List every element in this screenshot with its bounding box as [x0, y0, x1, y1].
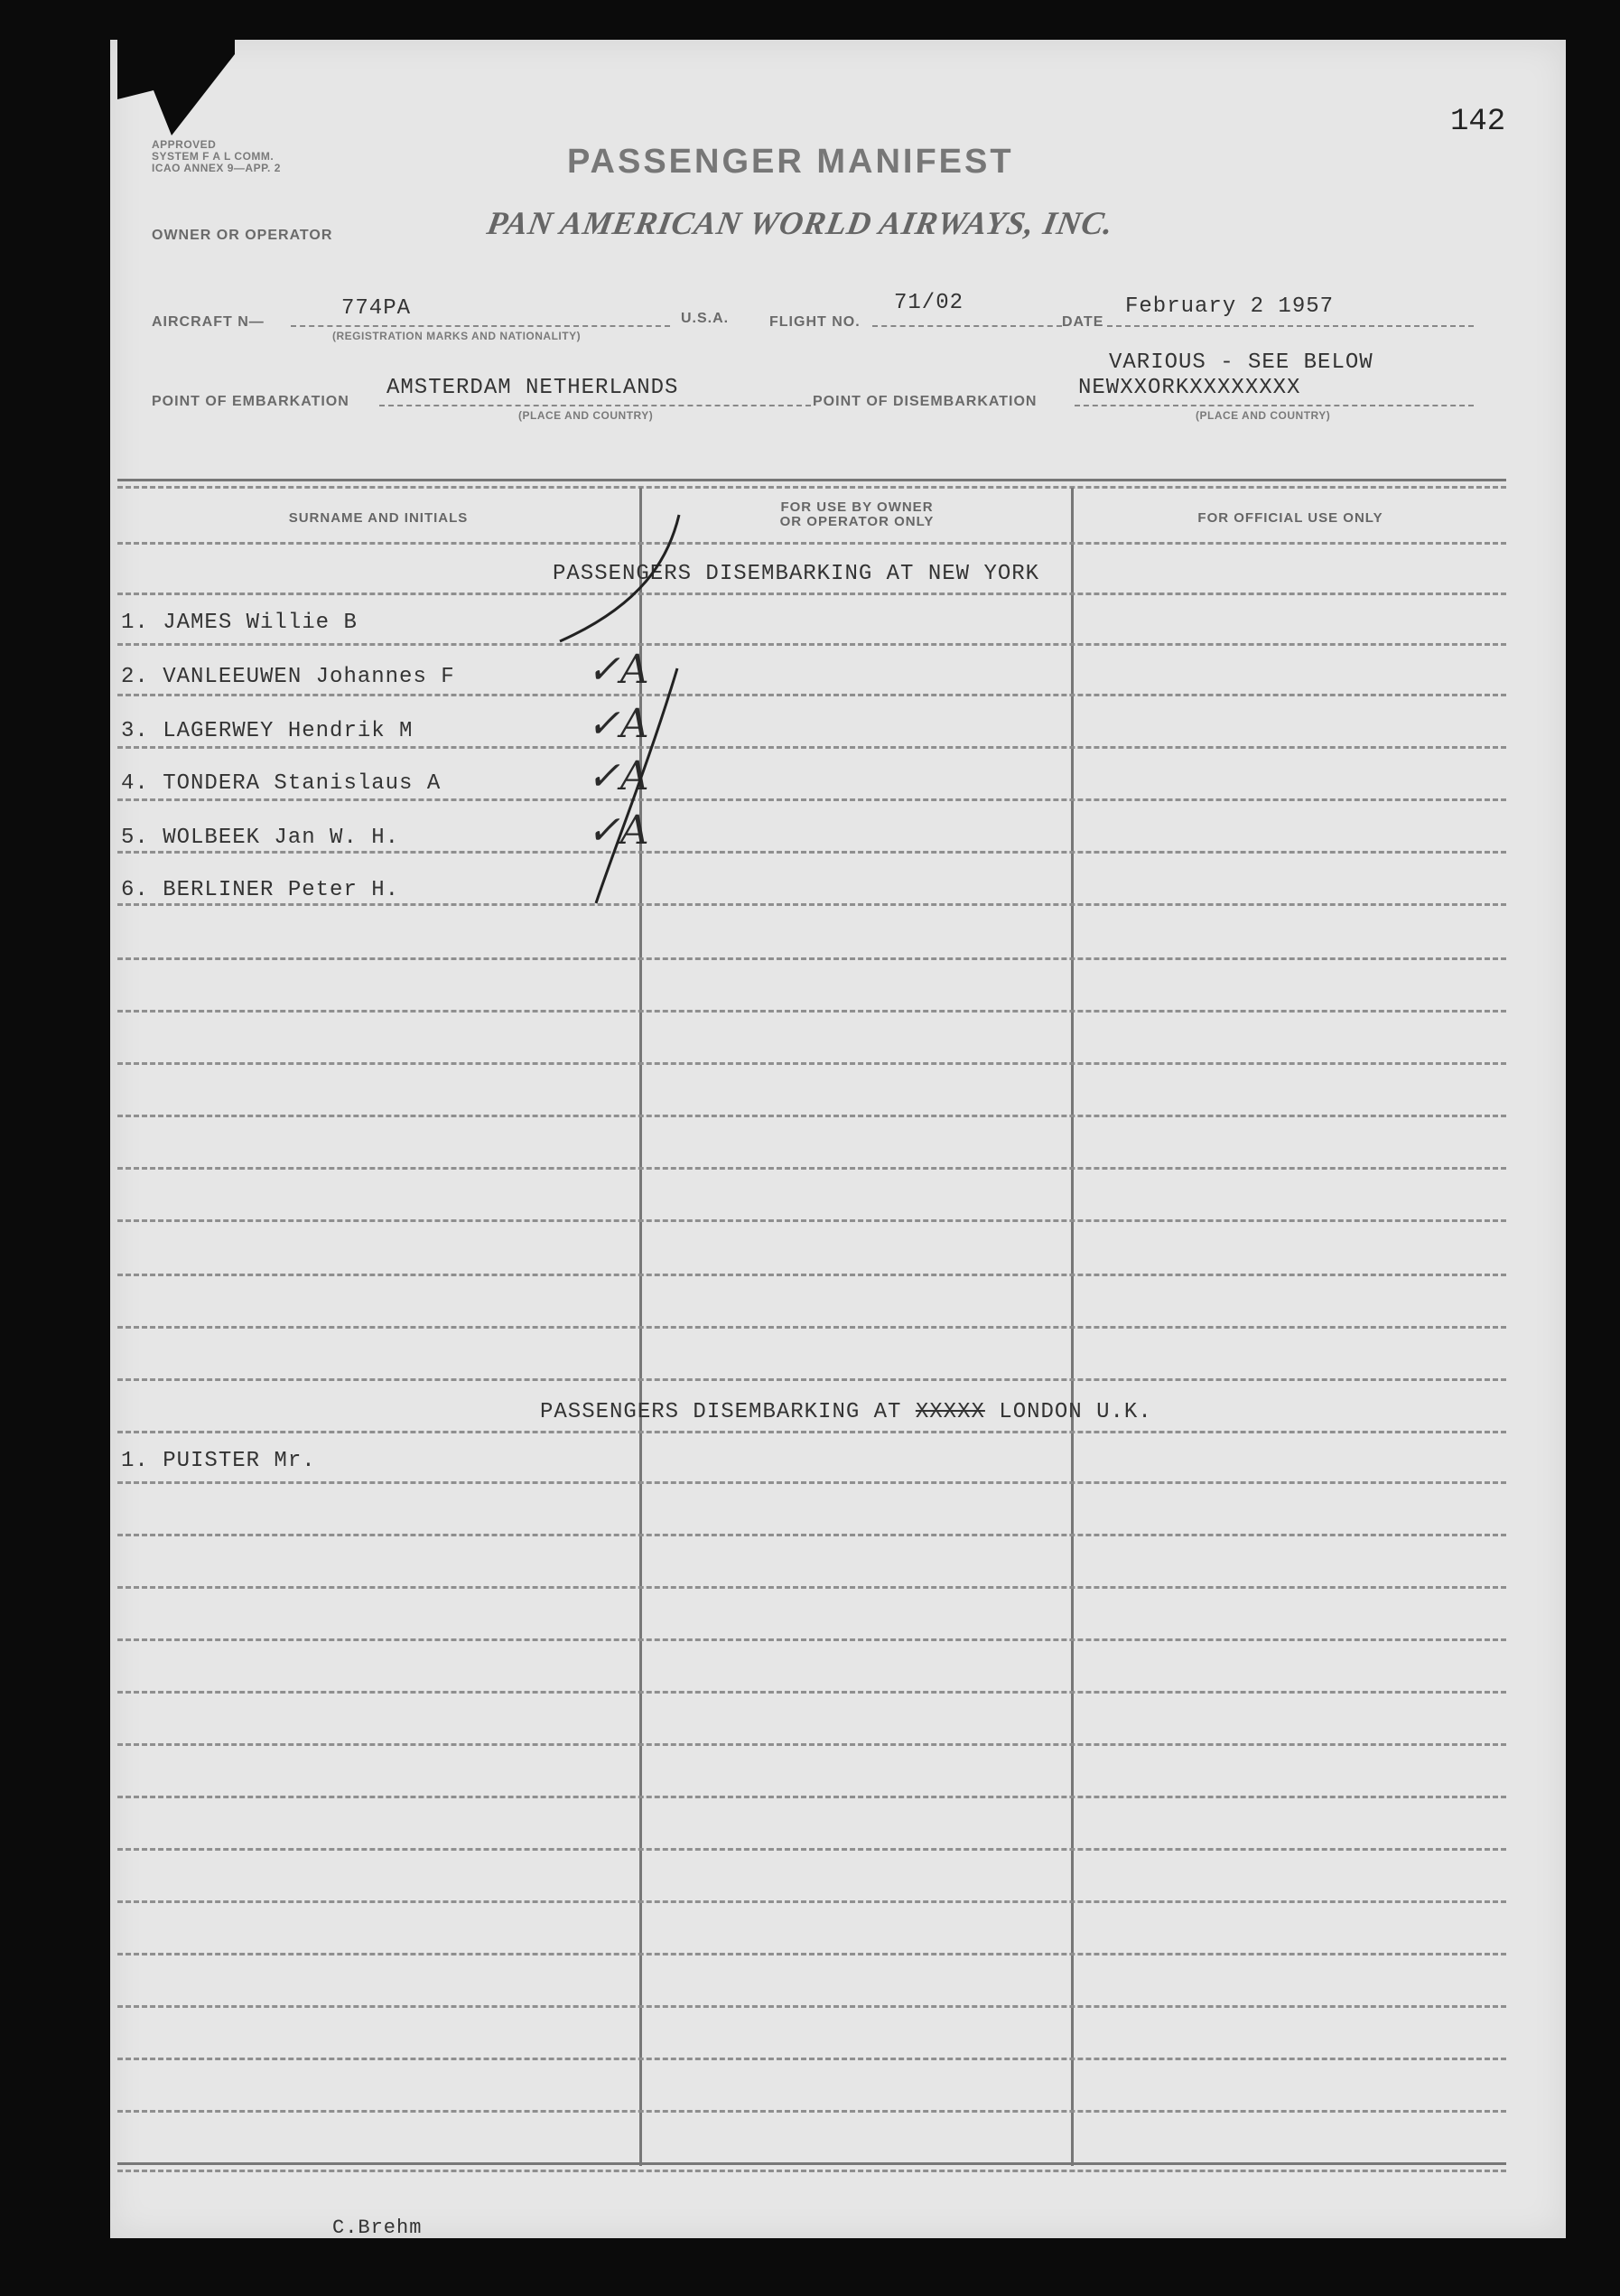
london-heading-post: LONDON U.K. — [999, 1400, 1152, 1424]
column-header-official: FOR OFFICIAL USE ONLY — [1197, 510, 1383, 526]
passenger-name: 1. JAMES Willie B — [121, 611, 358, 635]
table-rule-line — [117, 903, 1506, 906]
date-label: DATE — [1062, 314, 1104, 330]
table-top-rule — [117, 479, 1506, 481]
table-rule-line — [117, 542, 1506, 545]
section-heading-london — [540, 1400, 1152, 1424]
table-rule-line — [117, 1534, 1506, 1536]
aircraft-underline — [291, 325, 670, 327]
passenger-name: 4. TONDERA Stanislaus A — [121, 771, 442, 796]
passenger-name: 3. LAGERWEY Hendrik M — [121, 719, 414, 743]
table-rule-line — [117, 1274, 1506, 1276]
table-rule-line — [117, 694, 1506, 696]
handwritten-check-mark: ✓A — [587, 647, 649, 693]
table-rule-line — [117, 1691, 1506, 1694]
aircraft-label: AIRCRAFT N— — [152, 314, 265, 330]
disembarkation-sub: (PLACE AND COUNTRY) — [1196, 409, 1331, 422]
table-rule-line — [117, 2005, 1506, 2008]
embarkation-underline — [379, 405, 811, 406]
page-number: 142 — [1450, 105, 1506, 139]
table-rule-line — [117, 1326, 1506, 1329]
owner-label: OWNER OR OPERATOR — [152, 228, 333, 243]
date-value: February 2 1957 — [1125, 294, 1335, 319]
table-rule-line — [117, 1586, 1506, 1589]
table-rule-line — [117, 957, 1506, 960]
section-heading-new-york: PASSENGERS DISEMBARKING AT NEW YORK — [553, 562, 1040, 586]
handwritten-check-mark: ✓A — [587, 807, 649, 854]
embarkation-value: AMSTERDAM NETHERLANDS — [386, 376, 679, 400]
disembarkation-value: VARIOUS - SEE BELOW — [1109, 350, 1373, 375]
embarkation-sub: (PLACE AND COUNTRY) — [518, 409, 654, 422]
table-rule-line — [117, 2058, 1506, 2060]
table-rule-line — [117, 1062, 1506, 1065]
table-rule-line — [117, 593, 1506, 595]
operator-name: PAN AMERICAN WORLD AIRWAYS, INC. — [484, 205, 1117, 241]
table-rule-line — [117, 851, 1506, 854]
aircraft-sub: (REGISTRATION MARKS AND NATIONALITY) — [332, 330, 582, 342]
signature-name: C.Brehm — [332, 2217, 423, 2239]
table-rule-line — [117, 1638, 1506, 1641]
table-rule-line — [117, 1900, 1506, 1903]
handwritten-check-mark: ✓A — [587, 701, 649, 747]
owner-use-line-2: OR OPERATOR ONLY — [779, 514, 935, 529]
table-rule-line — [117, 643, 1506, 646]
handwritten-check-mark: ✓A — [587, 753, 649, 799]
passenger-name: 5. WOLBEEK Jan W. H. — [121, 826, 400, 850]
table-rule-line — [117, 1219, 1506, 1222]
table-rule-line — [117, 1481, 1506, 1484]
passenger-name: 1. PUISTER Mr. — [121, 1449, 316, 1473]
passenger-name: 2. VANLEEUWEN Johannes F — [121, 665, 455, 689]
disembarkation-underline — [1075, 405, 1474, 406]
aircraft-value: 774PA — [341, 296, 412, 321]
table-rule-line — [117, 1953, 1506, 1955]
torn-corner — [117, 36, 235, 135]
table-rule-line — [117, 1743, 1506, 1746]
disembarkation-label: POINT OF DISEMBARKATION — [813, 394, 1038, 409]
flight-value: 71/02 — [894, 291, 964, 315]
hand-slash-mark — [542, 506, 722, 921]
date-underline — [1107, 325, 1474, 327]
london-heading-struck: XXXXX — [915, 1400, 985, 1424]
embarkation-label: POINT OF EMBARKATION — [152, 394, 349, 409]
passenger-name: 6. BERLINER Peter H. — [121, 878, 400, 902]
table-rule-line — [117, 1848, 1506, 1851]
table-rule-line — [117, 2110, 1506, 2113]
disembarkation-struck: NEWXXORKXXXXXXXX — [1078, 376, 1301, 400]
table-rule-line — [117, 1167, 1506, 1170]
table-bottom-rule — [117, 2162, 1506, 2165]
table-bottom-rule-2 — [117, 2170, 1506, 2172]
table-rule-line — [117, 1115, 1506, 1117]
table-rule-line — [117, 1010, 1506, 1013]
table-rule-line — [117, 798, 1506, 801]
approval-line-3: ICAO ANNEX 9—APP. 2 — [152, 162, 281, 174]
table-rule-line — [117, 746, 1506, 749]
table-rule-line — [117, 1378, 1506, 1381]
london-heading-pre: PASSENGERS DISEMBARKING AT — [540, 1400, 902, 1424]
flight-underline — [872, 325, 1062, 327]
table-rule-line — [117, 1431, 1506, 1433]
form-title: PASSENGER MANIFEST — [567, 143, 1014, 181]
flight-label: FLIGHT NO. — [769, 314, 861, 330]
approval-line-1: APPROVED — [152, 138, 217, 151]
table-rule-line — [117, 1796, 1506, 1798]
approval-line-2: SYSTEM F A L COMM. — [152, 150, 275, 163]
approval-stamp — [152, 139, 281, 174]
table-top-rule-2 — [117, 486, 1506, 489]
column-header-surname: SURNAME AND INITIALS — [288, 510, 469, 526]
owner-use-line-1: FOR USE BY OWNER — [780, 499, 934, 515]
nationality-text: U.S.A. — [681, 311, 730, 326]
